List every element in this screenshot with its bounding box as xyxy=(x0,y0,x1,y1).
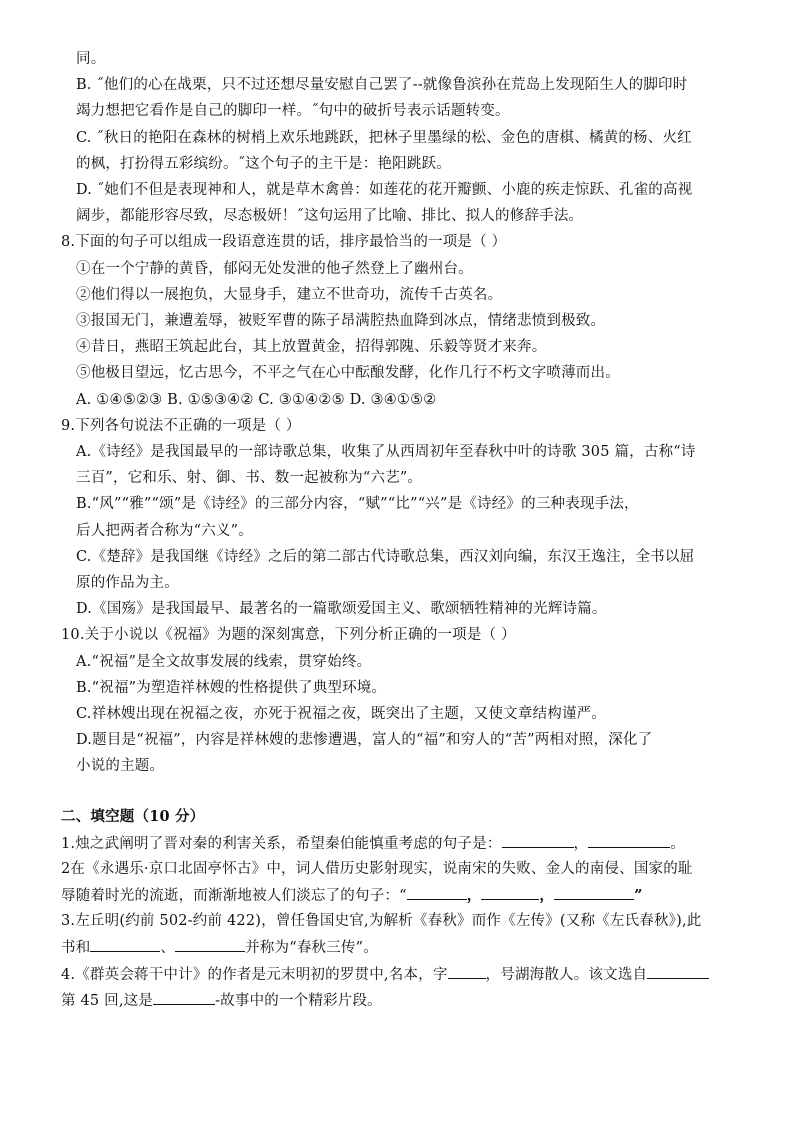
punctuation: ” xyxy=(634,887,643,904)
fill-q4-text-mid: ，号湖海散人。该文选自 xyxy=(485,967,648,983)
answer-blank[interactable] xyxy=(90,937,160,952)
fill-q2-line2 xyxy=(61,885,643,906)
q7-option-b-line1: B. ˝他们的心在战栗，只不过还想尽量安慰自己罢了--就像鲁滨孙在荒岛上发现陌生人的脚印时 xyxy=(76,77,688,93)
fill-q4-line1 xyxy=(61,964,709,985)
q8-sentence-5: ⑤他极目望远，忆古思今，不平之气在心中酝酿发酵，化作几行不朽文字喷薄而出。 xyxy=(76,365,620,381)
q8-sentence-4: ④昔日，燕昭王筑起此台，其上放置黄金，招得郭隗、乐毅等贤才来奔。 xyxy=(76,339,547,355)
q10-option-c: C.祥林嫂出现在祝福之夜，亦死于祝福之夜，既突出了主题，又使文章结构谨严。 xyxy=(76,706,607,722)
punctuation: 、 xyxy=(160,940,176,956)
answer-blank[interactable] xyxy=(647,964,709,979)
q9-option-c-line1: C.《楚辞》是我国继《诗经》之后的第二部古代诗歌总集，西汉刘向编，东汉王逸注，全书以屈 xyxy=(76,549,695,565)
punctuation: ， xyxy=(573,836,589,852)
q9-option-a-line2: 三百”，它和乐、射、御、书、数一起被称为“六艺”。 xyxy=(76,470,423,486)
section-heading: 二、填空题（10 分） xyxy=(61,808,205,825)
fill-q3-text-end: 并称为“春秋三传”。 xyxy=(245,940,378,956)
q10-option-d-line1: D.题目是“祝福”，内容是祥林嫂的悲惨遭遇，富人的“福”和穷人的“苦”两相对照，深化了 xyxy=(76,732,653,748)
q10-option-d-line2: 小说的主题。 xyxy=(76,758,165,774)
answer-blank[interactable] xyxy=(588,833,670,848)
answer-blank[interactable] xyxy=(554,885,634,900)
fill-q1-text: 1.烛之武阐明了晋对秦的利害关系，希望秦伯能慎重考虑的句子是： xyxy=(61,836,502,852)
answer-blank[interactable] xyxy=(175,937,245,952)
answer-blank[interactable] xyxy=(153,990,215,1005)
fill-q2-text: 辱随着时光的流逝，而渐渐地被人们淡忘了的句子：“ xyxy=(61,888,407,904)
fill-q2-line1: 2在《永遇乐·京口北固亭怀古》中，词人借历史影射现实，说南宋的失败、金人的南侵、国家的耻 xyxy=(61,861,693,877)
answer-blank[interactable] xyxy=(407,885,467,900)
fill-q3-line1: 3.左丘明(约前 502-约前 422)，曾任鲁国史官,为解析《春秋》而作《左传》(又称《左氏春秋》),此 xyxy=(61,913,702,929)
q8-options: A. ①④⑤②③ B. ①⑤③④② C. ③①④②⑤ D. ③④①⑤② xyxy=(76,392,437,408)
q9-option-c-line2: 原的作品为主。 xyxy=(76,575,179,591)
q7-option-c-line2: 的枫，打扮得五彩缤纷。˝这个句子的主干是：艳阳跳跃。 xyxy=(76,156,451,172)
answer-blank[interactable] xyxy=(448,964,486,979)
q8-sentence-2: ②他们得以一展抱负，大显身手，建立不世奇功，流传千古英名。 xyxy=(76,287,503,303)
q10-option-a: A.“祝福”是全文故事发展的线索，贯穿始终。 xyxy=(76,654,372,670)
q10-stem: 10.关于小说以《祝福》为题的深刻寓意，下列分析正确的一项是（ ） xyxy=(61,627,516,643)
punctuation: ， xyxy=(539,887,555,904)
q9-option-d: D.《国殇》是我国最早、最著名的一篇歌颂爱国主义、歌颂牺牲精神的光辉诗篇。 xyxy=(76,601,607,617)
q7-option-b-line2: 竭力想把它看作是自己的脚印一样。˝句中的破折号表示话题转变。 xyxy=(76,103,510,119)
q8-stem: 8.下面的句子可以组成一段语意连贯的话，排序最恰当的一项是（ ） xyxy=(61,234,507,250)
punctuation: ， xyxy=(466,887,482,904)
fill-q4-text: 4.《群英会蒋干中计》的作者是元末明初的罗贯中,名本，字 xyxy=(61,967,448,983)
q9-option-a-line1: A.《诗经》是我国最早的一部诗歌总集，收集了从西周初年至春秋中叶的诗歌 305 篇，古称“诗 xyxy=(76,444,696,460)
fill-q3-line2 xyxy=(61,937,378,958)
answer-blank[interactable] xyxy=(502,833,574,848)
q7-option-d-line1: D. ˝她们不但是表现神和人，就是草木禽兽：如莲花的花开瓣颤、小鹿的疾走惊跃、孔雀的高视 xyxy=(76,182,693,198)
q7-option-c-line1: C. ˝秋日的艳阳在森林的树梢上欢乐地跳跃，把林子里墨绿的松、金色的唐棋、橘黄的杨、火红 xyxy=(76,130,692,146)
q9-option-b-line1: B.“风”“雅”“颂”是《诗经》的三部分内容，“赋”“比”“兴”是《诗经》的三种表现手法， xyxy=(76,496,639,512)
q8-sentence-3: ③报国无门，兼遭羞辱，被贬军曹的陈子昂满腔热血降到冰点，情绪悲愤到极致。 xyxy=(76,313,606,329)
fill-q4-line2 xyxy=(61,990,382,1011)
fill-q4-text-2: 第 45 回,这是 xyxy=(61,993,154,1009)
punctuation: 。 xyxy=(670,836,685,852)
q7-line-cont: 同。 xyxy=(76,51,106,67)
q10-option-b: B.“祝福”为塑造祥林嫂的性格提供了典型环境。 xyxy=(76,680,387,696)
q8-sentence-1: ①在一个宁静的黄昏，郁闷无处发泄的他孑然登上了幽州台。 xyxy=(76,261,473,277)
fill-q3-text: 书和 xyxy=(61,940,91,956)
fill-q1 xyxy=(61,833,685,854)
answer-blank[interactable] xyxy=(481,885,539,900)
q9-stem: 9.下列各句说法不正确的一项是（ ） xyxy=(61,418,301,434)
q9-option-b-line2: 后人把两者合称为“六义”。 xyxy=(76,523,253,539)
fill-q4-text-end: -故事中的一个精彩片段。 xyxy=(215,993,382,1009)
q7-option-d-line2: 阔步，都能形容尽致，尽态极妍！˝这句运用了比喻、排比、拟人的修辞手法。 xyxy=(76,208,584,224)
